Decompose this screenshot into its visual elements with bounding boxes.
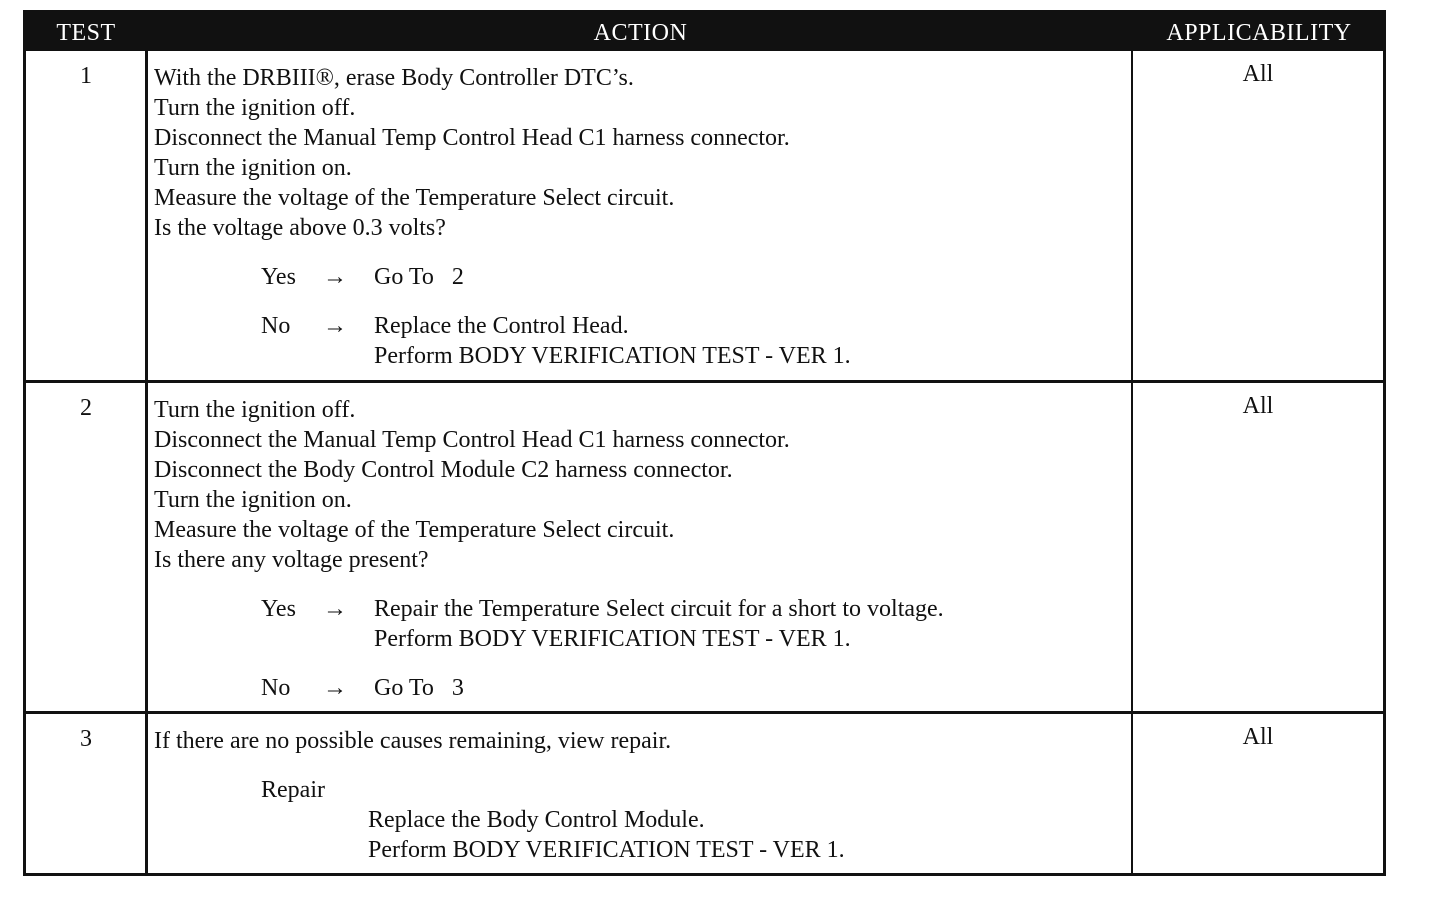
- header-test: TEST: [56, 20, 116, 46]
- result-text: Replace the Control Head.: [374, 313, 629, 339]
- arrow-right-icon: →: [323, 313, 347, 339]
- applicability-value: All: [1242, 393, 1274, 419]
- step-text: Disconnect the Body Control Module C2 harness connector.: [154, 457, 733, 483]
- arrow-right-icon: →: [323, 264, 347, 290]
- step-text: If there are no possible causes remaining, view repair.: [154, 728, 672, 754]
- result-text: Go To 3: [374, 675, 464, 701]
- arrow-right-icon: →: [323, 675, 347, 701]
- result-label: Yes: [261, 596, 296, 622]
- applicability-value: All: [1242, 61, 1274, 87]
- result-text: Repair the Temperature Select circuit for a short to voltage.: [374, 596, 944, 622]
- step-text: With the DRBIII®, erase Body Controller DTC’s.: [154, 65, 634, 91]
- step-text: Turn the ignition off.: [154, 95, 356, 121]
- table-header: [26, 13, 1383, 51]
- test-number: 2: [80, 395, 92, 421]
- result-yes: [261, 594, 1124, 624]
- header-applicability: APPLICABILITY: [1166, 20, 1352, 46]
- result-label: Yes: [261, 264, 296, 290]
- header-action: ACTION: [593, 20, 688, 46]
- result-subtext: Perform BODY VERIFICATION TEST - VER 1.: [374, 626, 851, 652]
- action-cell: [154, 395, 1124, 703]
- result-label: No: [261, 313, 291, 339]
- result-label: No: [261, 675, 291, 701]
- step-text: Is the voltage above 0.3 volts?: [154, 215, 446, 241]
- result-no: [261, 673, 1124, 703]
- result-subtext: Perform BODY VERIFICATION TEST - VER 1.: [374, 343, 851, 369]
- repair-label: Repair: [261, 777, 325, 803]
- test-number: 1: [80, 63, 92, 89]
- result-text: Go To 2: [374, 264, 464, 290]
- step-text: Disconnect the Manual Temp Control Head C1 harness connector.: [154, 125, 790, 151]
- repair-text: Perform BODY VERIFICATION TEST - VER 1.: [368, 837, 845, 863]
- diagnostic-test-table: [23, 10, 1386, 876]
- step-text: Turn the ignition off.: [154, 397, 356, 423]
- arrow-right-icon: →: [323, 596, 347, 622]
- repair-text: Replace the Body Control Module.: [368, 807, 705, 833]
- step-text: Measure the voltage of the Temperature Select circuit.: [154, 185, 675, 211]
- step-text: Is there any voltage present?: [154, 547, 429, 573]
- step-text: Measure the voltage of the Temperature Select circuit.: [154, 517, 675, 543]
- action-cell: [154, 63, 1124, 371]
- table-row: [26, 51, 1383, 382]
- result-yes: [261, 262, 1124, 292]
- step-text: Turn the ignition on.: [154, 487, 352, 513]
- applicability-value: All: [1242, 724, 1274, 750]
- result-no: [261, 311, 1124, 341]
- action-cell: [154, 726, 1124, 865]
- step-text: Turn the ignition on.: [154, 155, 352, 181]
- table-row: [26, 383, 1383, 712]
- step-text: Disconnect the Manual Temp Control Head C1 harness connector.: [154, 427, 790, 453]
- table-row: [26, 714, 1383, 873]
- test-number: 3: [80, 726, 92, 752]
